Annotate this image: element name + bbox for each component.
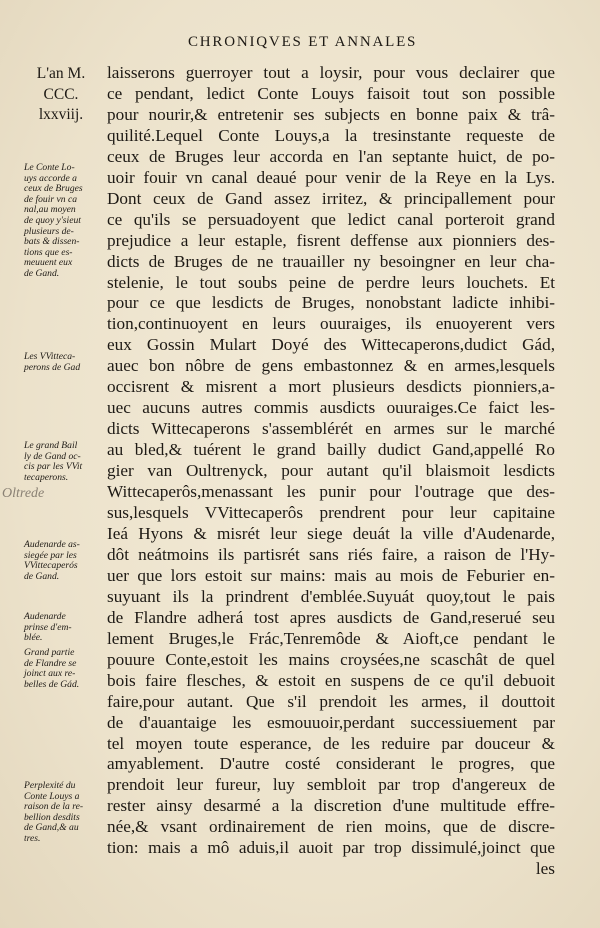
margin-note-line: plusieurs de-	[24, 225, 74, 237]
running-header: CHRONIQVES ET ANNALES	[188, 34, 418, 50]
margin-note-line: VVittecaperós	[24, 560, 78, 572]
text-line: tion,continuoyent en leurs ouuraiges, ils enuoyerent vers	[107, 314, 555, 334]
text-line: Wittecaperôs,menassant les punir pour l'outrage que des-	[107, 482, 555, 502]
margin-note-line: de quoy y'sieut	[24, 214, 81, 226]
margin-note-line: meuuent eux	[24, 257, 73, 269]
text-line: uec aucuns autres commis ausdicts ouuraiges.Ce faict les-	[107, 398, 555, 418]
text-line: ce pendant, ledict Conte Louys faisoit tout son possible	[107, 83, 555, 103]
margin-note-line: blée.	[24, 632, 43, 644]
text-line: laisserons guerroyer tout a loysir, pour vous declairer que	[107, 63, 555, 82]
year-line: L'an M.	[36, 65, 86, 82]
margin-year	[30, 64, 92, 126]
text-line: faire,pour autant. Que s'il prendoit les armes, il douttoit	[107, 691, 555, 711]
margin-note-line: Grand partie	[24, 647, 75, 658]
text-line: gier van Oultrenyck, pour autant qu'il blaismoit lesdicts	[107, 461, 555, 481]
catchword: les	[535, 859, 555, 879]
margin-note-audenarde-siege	[24, 540, 98, 582]
text-line: rester ainsy desarmé a la discretion d'une multitude effre-	[107, 796, 555, 816]
text-line: sus,lesquels VVittecaperôs prendrent pour leur capitaine	[107, 503, 555, 523]
margin-note-line: Conte Louys a	[24, 790, 80, 802]
margin-note-line: Les VVitteca-	[24, 351, 76, 362]
body-text	[107, 63, 555, 880]
margin-note-line: ceux de Bruges	[24, 183, 83, 195]
text-line: Ieá Hyons & misrét leur siege deuát la ville d'Audenarde,	[107, 523, 555, 543]
text-line: prendoit leur fureur, luy sembloit par trop d'angereux de	[107, 775, 555, 795]
margin-note-line: tecaperons.	[24, 471, 69, 483]
margin-note-line: de Gand,& au	[24, 822, 79, 834]
margin-note-line: nal,au moyen	[24, 204, 76, 216]
text-line: uer que lors estoit sur mains: mais au mois de Feburier en-	[107, 565, 555, 585]
text-line: de Flandre adherá tost apres ausdicts de Gand,reserué seu	[107, 607, 555, 627]
text-line: suyuant ils la prindrent d'emblée.Suyuát quoy,tout le pais	[107, 586, 555, 606]
text-line: stelenie, le tout soubs peine de perdre leurs louchets. Et	[107, 272, 555, 292]
year-line: CCC.	[43, 85, 79, 103]
handwritten-annotation: Oltrede	[2, 486, 45, 501]
margin-note-line: Audenarde as-	[24, 539, 80, 550]
margin-note-line: raison de la re-	[24, 801, 84, 813]
margin-note-canal	[24, 163, 98, 280]
margin-note-line: Le grand Bail	[24, 440, 78, 451]
margin-note-flandre	[24, 648, 98, 690]
text-line: amyablement. D'autre costé considerant le progres, que	[107, 754, 555, 774]
margin-note-audenarde-prinse	[24, 612, 98, 644]
margin-note-line: perons de Gad	[24, 361, 81, 373]
text-line: occisrent & misrent a mort plusieurs desdicts pionniers,a-	[107, 377, 555, 397]
text-line: tel moyen toute esperance, de les reduire par douceur &	[107, 733, 555, 753]
text-line: eux Gossin Mulart Doyé des Wittecaperons,dudict Gád,	[107, 335, 555, 355]
text-line: au bled,& tuérent le grand bailly dudict Gand,appellé Ro	[107, 440, 555, 460]
margin-note-line: prinse d'em-	[24, 621, 72, 633]
text-line: prejudice a leur estaple, fisrent deffense aux pionniers des-	[107, 230, 555, 250]
text-line: dicts Wittecaperons s'assemblérét en armes sur le marché	[107, 419, 555, 439]
margin-note-line: Audenarde	[24, 611, 66, 622]
margin-note-line: de fouir vn ca	[24, 193, 78, 205]
text-line: née,& vsant ordinairement de rien moins, que de discre-	[107, 817, 555, 837]
text-line: Dont ceux de Gand assez irritez, & principallement pour	[107, 188, 555, 208]
margin-note-wittecaperons	[24, 352, 98, 373]
text-line: pouure Conte,estoit les mains croysées,ne scaschât de quel	[107, 649, 555, 669]
text-line: de d'auantaige les esmouuoir,perdant successiuement par	[107, 712, 555, 732]
margin-note-line: joinct aux re-	[24, 668, 76, 680]
text-line: auec bon nôbre de gens embastonnez & en armes,lesquels	[107, 356, 555, 376]
margin-note-line: belles de Gád.	[24, 678, 80, 690]
margin-note-line: bellion desdits	[24, 811, 80, 823]
text-line: quilité.Lequel Conte Louys,a la tresinstante requeste de	[107, 125, 555, 145]
margin-note-line: Perplexité du	[24, 780, 76, 791]
text-line: bois faire flesches, & estoit en suspens de ce qu'il debuoit	[107, 670, 555, 690]
text-line: tion: mais a mô aduis,il auoit par trop dissimulé,joinct que	[107, 838, 555, 858]
text-line: dicts de Bruges de ne trauailler ny besoingner en leur cha-	[107, 251, 555, 271]
margin-note-line: de Gand.	[24, 570, 60, 582]
text-line: lement Bruges,le Frác,Tenremôde & Aioft,ce pendant le	[107, 628, 555, 648]
text-line: uoir fouir vn canal deaué pour venir de la Reye en la Lys.	[107, 167, 555, 187]
margin-note-line: Le Conte Lo-	[24, 162, 75, 173]
margin-note-perplexite	[24, 781, 98, 845]
margin-note-line: tions que es-	[24, 246, 73, 258]
text-line: ce qu'ils se persuadoyent que ledict canal porteroit grand	[107, 209, 555, 229]
margin-note-line: de Gand.	[24, 267, 60, 279]
margin-note-line: siegée par les	[24, 549, 77, 561]
margin-note-line: tres.	[24, 832, 41, 844]
margin-note-line: bats & dissen-	[24, 236, 80, 248]
text-line: pour ce que lesdicts de Bruges, nonobstant ladicte inhibi-	[107, 293, 555, 313]
text-line: pour nourir,& entretenir ses subjects en bonne paix & trâ-	[107, 104, 555, 124]
year-line: lxxviij.	[38, 106, 84, 123]
margin-note-line: ly de Gand oc-	[24, 450, 81, 462]
margin-note-bailly	[24, 441, 98, 483]
text-line: ceux de Bruges leur accorda en l'an septante huict, de po-	[107, 146, 555, 166]
margin-note-line: de Flandre se	[24, 657, 77, 669]
margin-note-line: uys accorde a	[24, 172, 77, 184]
text-line: dôt neátmoins ils partisrét sans riés faire, a raison de l'Hy-	[107, 544, 555, 564]
margin-note-line: cis par les VVit	[24, 461, 83, 473]
